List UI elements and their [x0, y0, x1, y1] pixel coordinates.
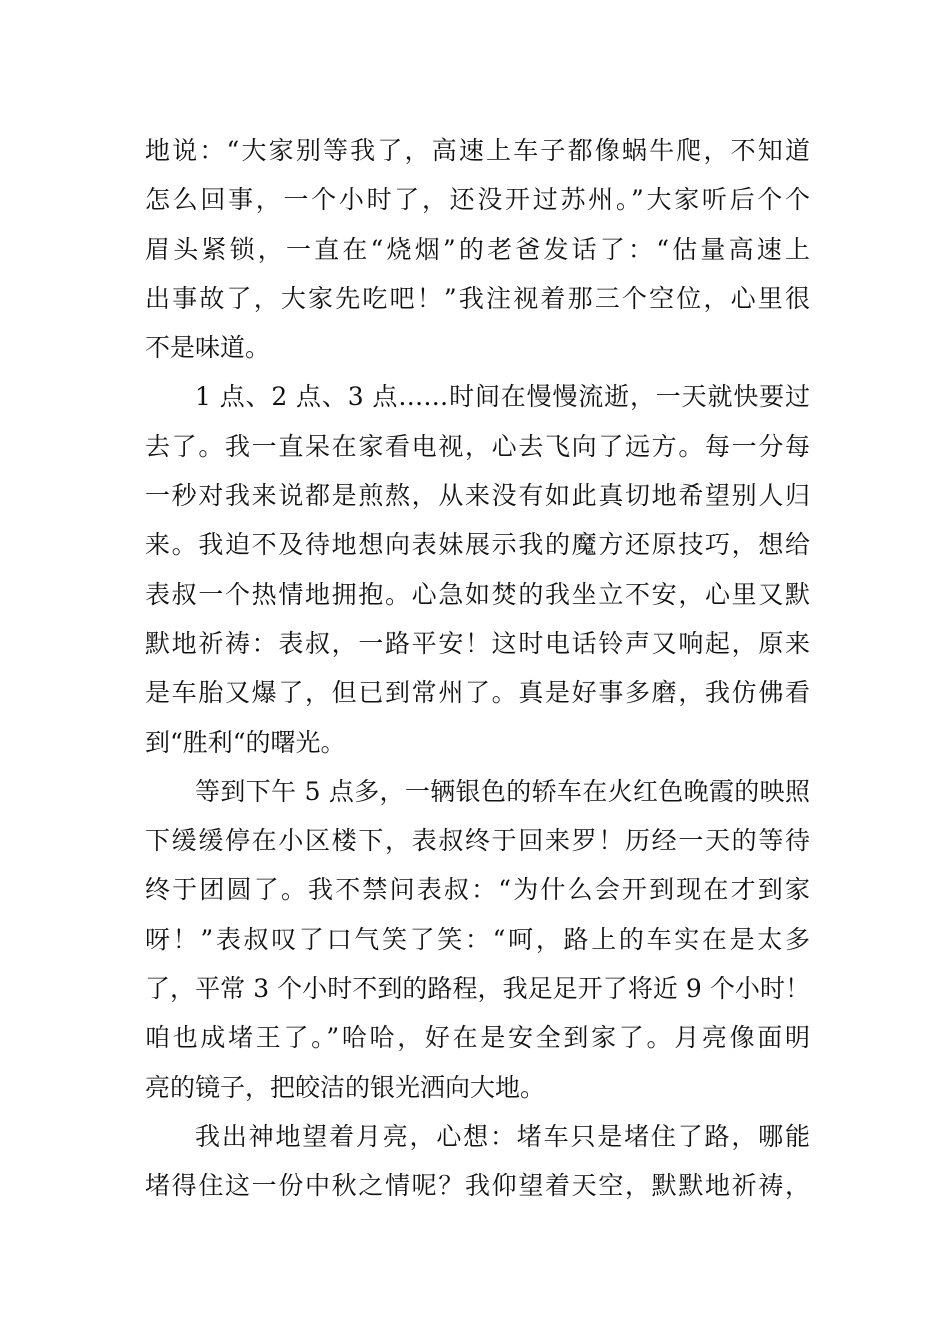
text-line: 咱也成堵王了。”哈哈，好在是安全到家了。月亮像面明	[145, 1023, 810, 1053]
text-line: 下缓缓停在小区楼下，表叔终于回来罗！历经一天的等待	[145, 826, 810, 856]
paragraph-first-line: 我出神地望着月亮，心想：堵车只是堵住了路，哪能	[195, 1121, 810, 1151]
text-line: 表叔一个热情地拥抱。心急如焚的我坐立不安，心里又默	[145, 579, 810, 609]
text-line: 了，平常 3 个小时不到的路程，我足足开了将近 9 个小时！	[145, 974, 810, 1004]
text-line: 去了。我一直呆在家看电视，心去飞向了远方。每一分每	[145, 431, 810, 461]
text-line: 呀！”表叔叹了口气笑了笑：“呵，路上的车实在是太多	[145, 924, 810, 954]
text-line: 一秒对我来说都是煎熬，从来没有如此真切地希望别人归	[145, 481, 810, 511]
text-line: 是车胎又爆了，但已到常州了。真是好事多磨，我仿佛看	[145, 678, 810, 708]
text-line: 默地祈祷：表叔，一路平安！这时电话铃声又响起，原来	[145, 628, 810, 658]
text-line: 堵得住这一份中秋之情呢？我仰望着天空，默默地祈祷，	[145, 1171, 810, 1201]
text-line: 地说：“大家别等我了，高速上车子都像蜗牛爬，不知道	[145, 136, 810, 165]
text-line: 亮的镜子，把皎洁的银光洒向大地。	[145, 1072, 546, 1102]
text-line: 终于团圆了。我不禁问表叔：“为什么会开到现在才到家	[145, 875, 810, 905]
text-line: 怎么回事，一个小时了，还没开过苏州。”大家听后个个	[145, 185, 810, 215]
text-line: 不是味道。	[145, 333, 271, 363]
text-line: 到“胜利“的曙光。	[145, 727, 346, 757]
text-line: 来。我迫不及待地想向表妹展示我的魔方还原技巧，想给	[145, 530, 810, 560]
paragraph-first-line: 等到下午 5 点多，一辆银色的轿车在火红色晚霞的映照	[195, 776, 810, 806]
text-line: 出事故了，大家先吃吧！”我注视着那三个空位，心里很	[145, 283, 810, 313]
article-body	[145, 126, 810, 1211]
paragraph-first-line: 1 点、2 点、3 点……时间在慢慢流逝，一天就快要过	[195, 382, 810, 412]
text-line: 眉头紧锁，一直在“烧烟”的老爸发话了：“估量高速上	[145, 234, 810, 264]
